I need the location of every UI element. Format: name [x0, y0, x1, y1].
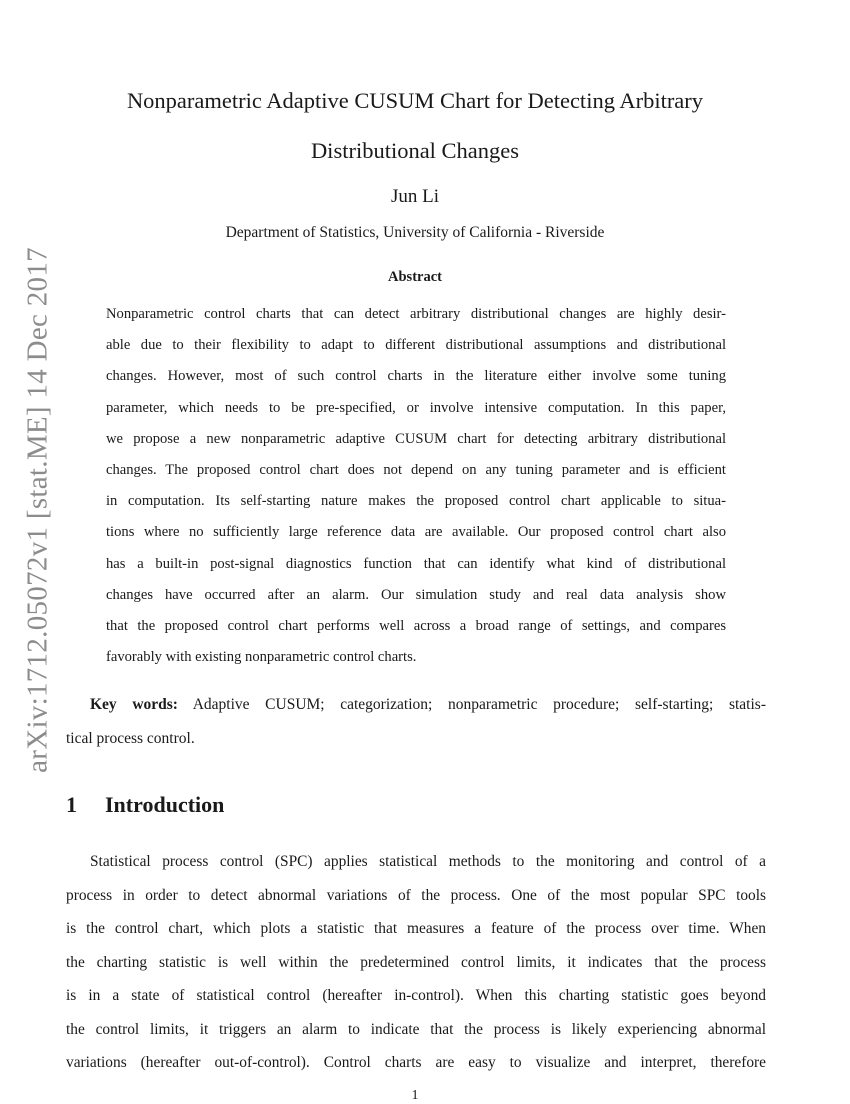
title-line-1: Nonparametric Adaptive CUSUM Chart for Detecting Arbitrary: [126, 88, 704, 113]
abstract-line: parameter, which needs to be pre-specified, or involve intensive computation. In this paper,: [106, 399, 726, 416]
abstract-line: that the proposed control chart performs well across a broad range of settings, and compares: [106, 617, 726, 634]
intro-line: variations (hereafter out-of-control). Control charts are easy to visualize and interpret, therefore: [66, 1054, 766, 1071]
abstract-line: tions where no sufficiently large reference data are available. Our proposed control chart also: [106, 524, 726, 541]
abstract-line: has a built-in post-signal diagnostics function that can identify what kind of distributional: [106, 555, 726, 572]
abstract-heading: Abstract: [388, 269, 442, 285]
abstract-line: in computation. Its self-starting nature makes the proposed control chart applicable to situa-: [106, 493, 726, 510]
abstract-line: able due to their flexibility to adapt to different distributional assumptions and distributional: [106, 337, 726, 354]
author-name: Jun Li: [390, 186, 440, 207]
intro-line: process in order to detect abnormal variations of the process. One of the most popular SPC tools: [66, 886, 766, 904]
abstract-line: Nonparametric control charts that can detect arbitrary distributional changes are highly desir-: [106, 306, 726, 322]
intro-line: the control limits, it triggers an alarm to indicate that the process is likely experiencing abnormal: [66, 1020, 766, 1038]
paper-title: [80, 76, 750, 176]
section-heading-introduction: [66, 792, 224, 818]
introduction-body: [66, 845, 766, 1080]
keywords-text-1: Adaptive CUSUM; categorization; nonparametric procedure; self-starting; statis-: [192, 696, 766, 713]
arxiv-identifier-stamp: arXiv:1712.05072v1 [stat.ME] 14 Dec 2017: [21, 247, 54, 773]
keywords-block: [66, 688, 766, 756]
intro-line: the charting statistic is well within the predetermined control limits, it indicates that the process: [66, 953, 766, 971]
section-title: Introduction: [105, 792, 225, 817]
abstract-line: changes. The proposed control chart does not depend on any tuning parameter and is efficient: [106, 461, 726, 478]
abstract-body: [106, 299, 726, 673]
intro-line: is the control chart, which plots a statistic that measures a feature of the process over time. When: [66, 920, 766, 937]
intro-line: is in a state of statistical control (hereafter in-control). When this charting statistic goes beyond: [66, 987, 766, 1004]
author-affiliation: Department of Statistics, University of California - Riverside: [225, 224, 605, 241]
abstract-line: changes have occurred after an alarm. Our simulation study and real data analysis show: [106, 586, 726, 603]
abstract-line: we propose a new nonparametric adaptive CUSUM chart for detecting arbitrary distributional: [106, 430, 726, 447]
keywords-label: Key words:: [90, 696, 178, 713]
abstract-line: favorably with existing nonparametric control charts.: [106, 649, 417, 666]
page-number: 1: [411, 1088, 419, 1103]
section-number: 1: [66, 792, 77, 817]
intro-line: Statistical process control (SPC) applies statistical methods to the monitoring and control of a: [90, 853, 766, 870]
title-line-2: Distributional Changes: [310, 138, 520, 163]
keywords-line-2: tical process control.: [66, 730, 195, 747]
abstract-line: changes. However, most of such control charts in the literature either involve some tuning: [106, 368, 726, 385]
keywords-line-1: [66, 688, 766, 722]
